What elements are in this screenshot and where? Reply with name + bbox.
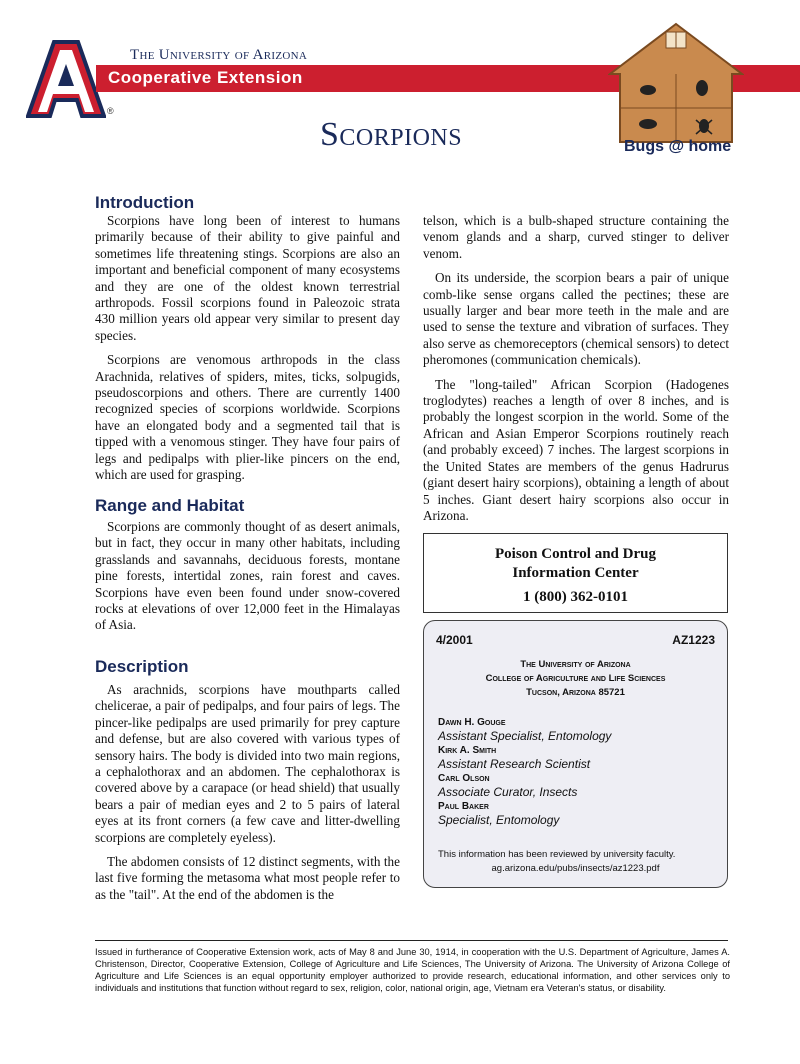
author-name: Paul Baker (438, 801, 489, 812)
author-name: Carl Olson (438, 773, 490, 784)
poison-phone: 1 (800) 362-0101 (523, 589, 628, 605)
org-university: The University of Arizona (520, 659, 631, 670)
author-role: Associate Curator, Insects (438, 785, 578, 799)
publication-info-panel (423, 620, 728, 888)
pectines-paragraph: On its underside, the scorpion bears a pair of unique comb-like sense organs called the pectines; these are usually larger and bear more teeth in the male and are used to sense the texture and vibration of surfaces. They also serve as chemoreceptors (chemical sensors) to detect pheromones (communication chemicals). (423, 270, 729, 368)
author-name: Dawn H. Gouge (438, 717, 506, 728)
description-paragraph-2: The abdomen consists of 12 distinct segments, with the last five forming the metasoma what most people refer to as the "tail". At the end of the abdomen is the (95, 854, 400, 902)
intro-paragraph-2: Scorpions are venomous arthropods in the class Arachnida, relatives of spiders, mites, ticks, solpugids, pseudoscorpions and others. There are currently 1400 recognized species of scorpions worldwide. Scorpions have an elongated body and a segmented tail that is tipped with a venomous stinger. They have four pairs of legs and pedipalps with plier-like pincers on the end, which are used for grasping. (95, 352, 400, 483)
poison-line-2: Information Center (512, 565, 639, 581)
university-a-logo (26, 40, 106, 118)
size-paragraph: The "long-tailed" African Scorpion (Hadogenes troglodytes) reaches a length of over 8 inches, and is probably the longest scorpion in the world. Some of the African and Asian Emperor Scorpions routinely reach (and probably exceed) 7 inches. The largest scorpions in the United States are members of the genus Hadrurus (giant desert hairy scorpions), obtaining a length of about 5 inches. Giant desert hairy scorpions also occur in Arizona. (423, 376, 729, 523)
poison-control-box (423, 533, 728, 613)
intro-text (95, 213, 400, 492)
poison-line-1: Poison Control and Drug (494, 546, 656, 562)
range-heading: Range and Habitat (95, 496, 245, 515)
description-paragraph-1: As arachnids, scorpions have mouthparts called chelicerae, a pair of pedipalps, and four pairs of legs. The pincer-like pedipalps are used primarily for prey capture and defense, but are also covered with various types of sensory hairs. The body is divided into two main regions, a cephalothorax and an abdomen. The cephalothorax is covered above by a carapace (or head shield) that usually bears a pair of median eyes and 2 to 5 pairs of lateral eyes at its front corners (a few cave and litter-dwelling scorpions are completely eyeless). (95, 682, 400, 845)
intro-paragraph-1: Scorpions have long been of interest to humans primarily because of their ability to give painful and sometimes life threatening stings. Scorpions are also an important and beneficial component of many ecosystems and they are one of the oldest known terrestrial arthropods. Fossil scorpions found in Paleozoic strata 430 million years old appear very similar to present day species. (95, 213, 400, 343)
intro-heading: Introduction (95, 193, 195, 212)
right-column-text (423, 213, 729, 532)
page-title: Scorpions (320, 116, 463, 153)
footer-disclaimer: Issued in furtherance of Cooperative Extension work, acts of May 8 and June 30, 1914, in cooperation with the U.S. Department of Agriculture, James A. Christenson, Director, Cooperative Extension, College of Agriculture and Life Sciences, The University of Arizona. The University of Arizona College of Agriculture and Life Sciences is an equal opportunity employer authorized to provide research, educational information, and other services only to individuals and institutions that function without regard to sex, religion, color, national origin, age, Vietnam era Veteran's status, or disability. (95, 947, 730, 993)
author-name: Kirk A. Smith (438, 745, 497, 756)
author-role: Assistant Research Scientist (438, 757, 591, 771)
publication-date: 4/2001 (436, 633, 473, 647)
review-note: This information has been reviewed by university faculty. (438, 849, 676, 860)
publication-code: AZ1223 (672, 633, 715, 647)
footer-divider (95, 940, 728, 941)
author-role: Assistant Specialist, Entomology (438, 729, 612, 743)
org-college: College of Agriculture and Life Sciences (485, 673, 666, 684)
extension-title: Cooperative Extension (108, 68, 303, 87)
author-role: Specialist, Entomology (438, 813, 560, 827)
org-address: Tucson, Arizona 85721 (526, 687, 625, 698)
description-heading: Description (95, 657, 189, 676)
bug-house-icon (608, 22, 744, 144)
description-text (95, 682, 400, 911)
range-paragraph-1: Scorpions are commonly thought of as desert animals, but in fact, they occur in many other habitats, including grasslands and savannahs, deciduous forests, montane pine forests, intertidal zones, rain forest and caves. Scorpions have even been found under snow-covered rocks at elevations of over 12,000 feet in the Himalayas of Asia. (95, 519, 400, 633)
telson-paragraph: telson, which is a bulb-shaped structure containing the venom glands and a sharp, curved stinger to deliver venom. (423, 213, 729, 261)
series-title: Bugs @ home (624, 138, 732, 155)
publication-url[interactable]: ag.arizona.edu/pubs/insects/az1223.pdf (491, 863, 660, 874)
registered-mark: ® (107, 106, 114, 116)
university-name: The University of Arizona (130, 47, 308, 63)
range-text (95, 519, 400, 642)
